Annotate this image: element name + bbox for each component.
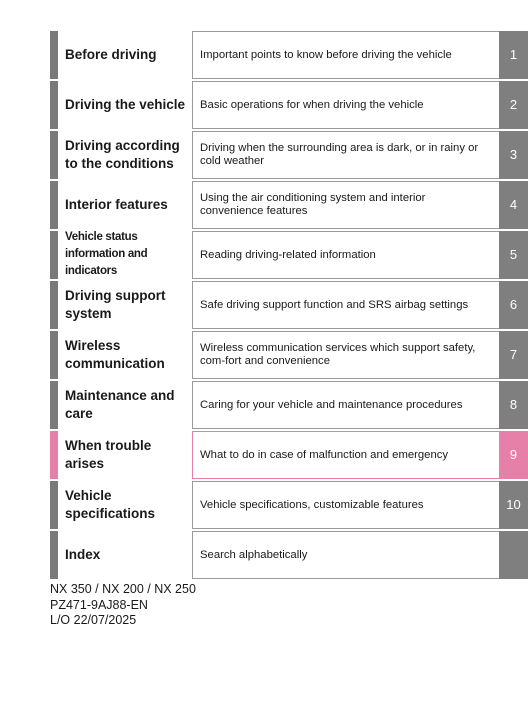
toc-row-driving-conditions[interactable] bbox=[50, 131, 528, 179]
section-description: Safe driving support function and SRS airbag settings bbox=[192, 281, 499, 329]
section-title: Index bbox=[65, 546, 101, 562]
section-description: Vehicle specifications, customizable features bbox=[192, 481, 499, 529]
row-marker-bar bbox=[50, 281, 58, 329]
part-number: PZ471-9AJ88-EN bbox=[50, 597, 148, 612]
section-number-tab[interactable]: 10 bbox=[499, 481, 528, 529]
section-description: Search alphabetically bbox=[192, 531, 499, 579]
toc-row-maintenance[interactable] bbox=[50, 381, 528, 429]
document-footer bbox=[50, 582, 196, 629]
table-of-contents bbox=[50, 31, 528, 581]
section-title: Vehicle status information and indicators bbox=[65, 231, 148, 278]
section-title: Wireless communication bbox=[65, 337, 165, 371]
section-title: Before driving bbox=[65, 46, 157, 62]
toc-row-index[interactable] bbox=[50, 531, 528, 579]
section-description: What to do in case of malfunction and emergency bbox=[192, 431, 499, 479]
toc-row-when-trouble-arises[interactable] bbox=[50, 431, 528, 479]
section-number-tab[interactable]: 8 bbox=[499, 381, 528, 429]
toc-row-wireless-communication[interactable] bbox=[50, 331, 528, 379]
row-marker-bar bbox=[50, 331, 58, 379]
section-number-tab[interactable]: 1 bbox=[499, 31, 528, 79]
section-title: Driving the vehicle bbox=[65, 96, 186, 112]
row-marker-bar bbox=[50, 531, 58, 579]
section-number-tab[interactable] bbox=[499, 531, 528, 579]
toc-row-vehicle-specifications[interactable] bbox=[50, 481, 528, 529]
section-description: Caring for your vehicle and maintenance procedures bbox=[192, 381, 499, 429]
row-marker-bar bbox=[50, 181, 58, 229]
row-marker-bar bbox=[50, 31, 58, 79]
section-description: Important points to know before driving the vehicle bbox=[192, 31, 499, 79]
row-marker-bar bbox=[50, 481, 58, 529]
section-number-tab[interactable]: 3 bbox=[499, 131, 528, 179]
row-marker-bar bbox=[50, 381, 58, 429]
toc-row-vehicle-status[interactable] bbox=[50, 231, 528, 279]
section-description: Basic operations for when driving the vehicle bbox=[192, 81, 499, 129]
section-description: Using the air conditioning system and interior convenience features bbox=[192, 181, 499, 229]
section-title: Driving support system bbox=[65, 287, 166, 321]
row-marker-bar bbox=[50, 231, 58, 279]
row-marker-bar bbox=[50, 131, 58, 179]
section-title: Maintenance and care bbox=[65, 387, 175, 421]
section-number-tab[interactable]: 7 bbox=[499, 331, 528, 379]
section-title: Vehicle specifications bbox=[65, 487, 156, 521]
toc-row-interior-features[interactable] bbox=[50, 181, 528, 229]
toc-row-driving-support[interactable] bbox=[50, 281, 528, 329]
toc-row-driving-the-vehicle[interactable] bbox=[50, 81, 528, 129]
section-number-tab[interactable]: 2 bbox=[499, 81, 528, 129]
section-number-tab[interactable]: 6 bbox=[499, 281, 528, 329]
row-marker-bar bbox=[50, 431, 58, 479]
section-title: Driving according to the conditions bbox=[65, 137, 180, 171]
section-number-tab[interactable]: 4 bbox=[499, 181, 528, 229]
section-description: Wireless communication services which support safety, com-fort and convenience bbox=[192, 331, 499, 379]
toc-row-before-driving[interactable] bbox=[50, 31, 528, 79]
section-description: Driving when the surrounding area is dark, or in rainy or cold weather bbox=[192, 131, 499, 179]
section-number-tab[interactable]: 9 bbox=[499, 431, 528, 479]
model-names: NX 350 / NX 200 / NX 250 bbox=[50, 582, 196, 596]
row-marker-bar bbox=[50, 81, 58, 129]
section-number-tab[interactable]: 5 bbox=[499, 231, 528, 279]
section-title: When trouble arises bbox=[65, 437, 152, 471]
section-title: Interior features bbox=[65, 196, 168, 212]
lo-date: L/O 22/07/2025 bbox=[50, 613, 137, 627]
section-description: Reading driving-related information bbox=[192, 231, 499, 279]
